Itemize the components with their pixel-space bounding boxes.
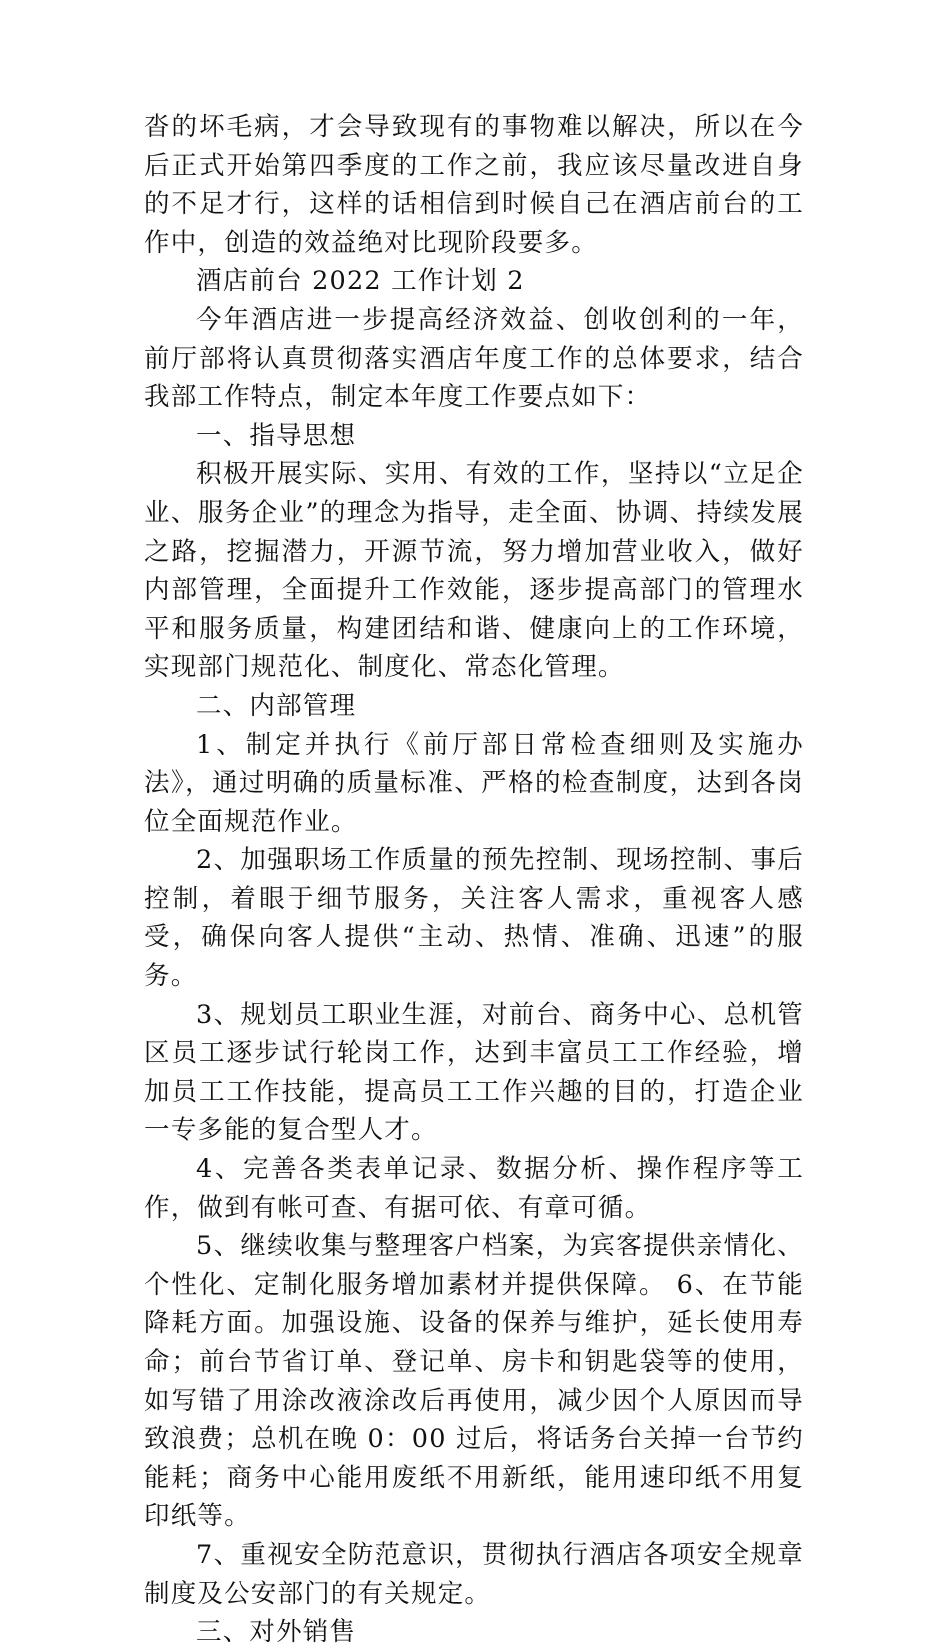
section-title: 酒店前台 2022 工作计划 2 [196,266,525,297]
heading-external-sales: 三、对外销售 [196,1617,357,1648]
paragraph-guiding-ideology: 积极开展实际、实用、有效的工作，坚持以“立足企业、服务企业”的理念为指导，走全面、协调、持续发展之路，挖掘潜力，开源节流，努力增加营业收入，做好内部管理，全面提升工作效能，逐步提高部门的管理水平和服务质量，构建团结和谐、健康向上的工作环境，实现部门规范化、制度化、常态化管理。 [144,459,804,683]
list-item-3: 3、规划员工职业生涯，对前台、商务中心、总机管区员工逐步试行轮岗工作，达到丰富员工工作经验，增加员工工作技能，提高员工工作兴趣的目的，打造企业一专多能的复合型人才。 [144,999,804,1146]
list-item-2: 2、加强职场工作质量的预先控制、现场控制、事后控制，着眼于细节服务，关注客人需求，重视客人感受，确保向客人提供“主动、热情、准确、迅速”的服务。 [144,845,804,992]
list-item-1: 1、制定并执行《前厅部日常检查细则及实施办法》，通过明确的质量标准、严格的检查制度，达到各岗位全面规范作业。 [144,729,804,837]
list-item-5-6: 5、继续收集与整理客户档案，为宾客提供亲情化、个性化、定制化服务增加素材并提供保障。 6、在节能降耗方面。加强设施、设备的保养与维护，延长使用寿命；前台节省订单、登记单、房卡和钥匙袋等的使用，如写错了用涂改液涂改后再使用，减少因个人原因而导致浪费；总机在晚 0：00 过后，将话务台关掉一台节约能耗；商务中心能用废纸不用新纸，能用速印纸不用复印纸等。 [144,1231,804,1532]
list-item-7: 7、重视安全防范意识，贯彻执行酒店各项安全规章制度及公安部门的有关规定。 [144,1539,804,1609]
heading-internal-management: 二、内部管理 [196,690,357,721]
paragraph-continuation: 沓的坏毛病，才会导致现有的事物难以解决，所以在今后正式开始第四季度的工作之前，我应该尽量改进自身的不足才行，这样的话相信到时候自己在酒店前台的工作中，创造的效益绝对比现阶段要多。 [144,112,804,258]
heading-guiding-ideology: 一、指导思想 [196,420,357,451]
list-item-4: 4、完善各类表单记录、数据分析、操作程序等工作，做到有帐可查、有据可依、有章可循。 [144,1154,804,1223]
document-page [144,108,804,1652]
paragraph-intro: 今年酒店进一步提高经济效益、创收创利的一年，前厅部将认真贯彻落实酒店年度工作的总体要求，结合我部工作特点，制定本年度工作要点如下： [144,304,804,413]
